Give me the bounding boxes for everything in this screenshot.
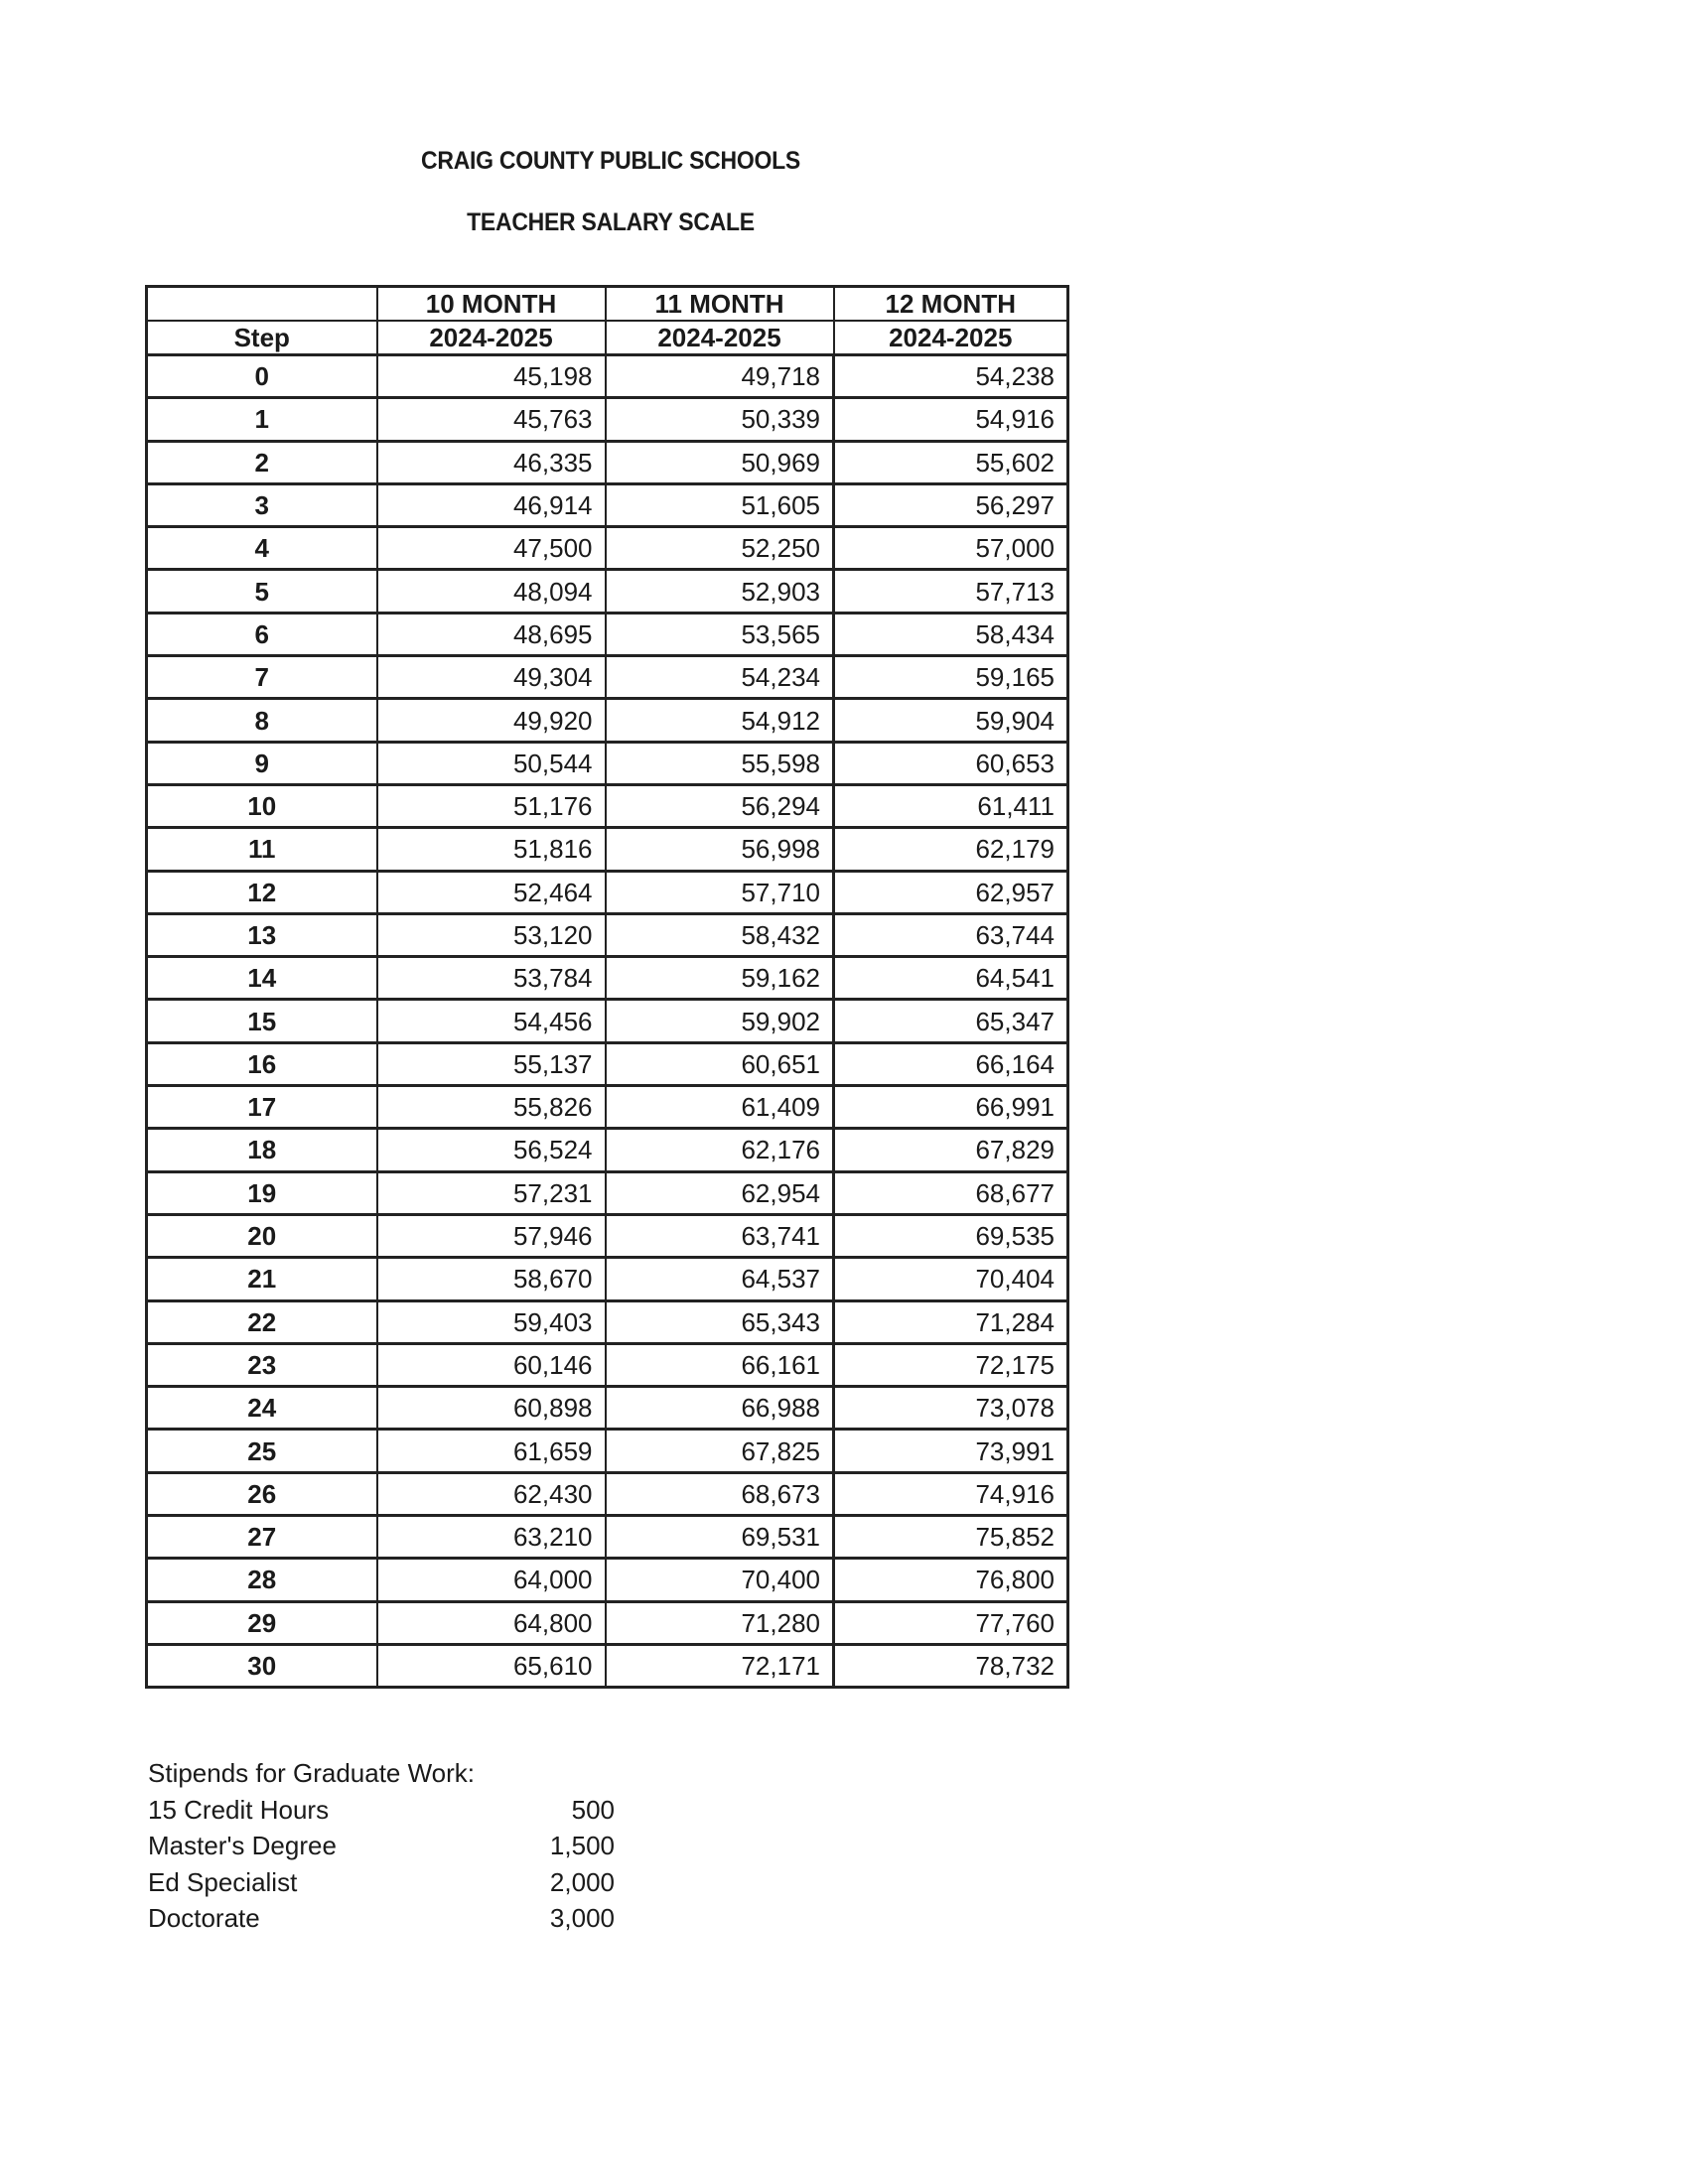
step-cell: 2 xyxy=(147,441,377,483)
salary-11-month-cell: 62,176 xyxy=(606,1129,834,1171)
salary-11-month-cell: 52,250 xyxy=(606,527,834,570)
salary-10-month-cell: 57,946 xyxy=(377,1214,606,1257)
salary-12-month-cell: 61,411 xyxy=(834,784,1068,827)
salary-12-month-cell: 74,916 xyxy=(834,1472,1068,1515)
step-cell: 5 xyxy=(147,570,377,613)
step-cell: 6 xyxy=(147,613,377,655)
header-11-month: 11 MONTH xyxy=(606,287,834,322)
table-row xyxy=(147,1129,1068,1171)
stipend-amount: 500 xyxy=(571,1794,615,1825)
salary-scale-table xyxy=(145,285,1069,1689)
step-cell: 23 xyxy=(147,1343,377,1386)
salary-12-month-cell: 70,404 xyxy=(834,1258,1068,1300)
salary-12-month-cell: 68,677 xyxy=(834,1171,1068,1214)
salary-11-month-cell: 62,954 xyxy=(606,1171,834,1214)
salary-10-month-cell: 45,198 xyxy=(377,355,606,398)
stipend-amount: 2,000 xyxy=(549,1866,615,1897)
salary-12-month-cell: 78,732 xyxy=(834,1644,1068,1687)
table-row xyxy=(147,1644,1068,1687)
salary-12-month-cell: 64,541 xyxy=(834,957,1068,1000)
table-row xyxy=(147,1516,1068,1559)
salary-12-month-cell: 62,179 xyxy=(834,828,1068,871)
salary-10-month-cell: 51,176 xyxy=(377,784,606,827)
salary-12-month-cell: 77,760 xyxy=(834,1601,1068,1644)
salary-11-month-cell: 49,718 xyxy=(606,355,834,398)
salary-10-month-cell: 64,800 xyxy=(377,1601,606,1644)
step-cell: 17 xyxy=(147,1086,377,1129)
step-cell: 15 xyxy=(147,1000,377,1042)
step-cell: 3 xyxy=(147,483,377,526)
step-cell: 24 xyxy=(147,1387,377,1430)
table-row xyxy=(147,527,1068,570)
table-row xyxy=(147,1472,1068,1515)
table-row xyxy=(147,1300,1068,1343)
header-row-years xyxy=(147,321,1068,355)
salary-11-month-cell: 60,651 xyxy=(606,1042,834,1085)
table-row xyxy=(147,828,1068,871)
step-cell: 11 xyxy=(147,828,377,871)
salary-11-month-cell: 52,903 xyxy=(606,570,834,613)
salary-11-month-cell: 56,294 xyxy=(606,784,834,827)
salary-11-month-cell: 71,280 xyxy=(606,1601,834,1644)
salary-10-month-cell: 47,500 xyxy=(377,527,606,570)
header-step: Step xyxy=(147,321,377,355)
table-row xyxy=(147,1343,1068,1386)
salary-10-month-cell: 54,456 xyxy=(377,1000,606,1042)
table-row xyxy=(147,1042,1068,1085)
table-row xyxy=(147,355,1068,398)
header-12-month: 12 MONTH xyxy=(834,287,1068,322)
table-row xyxy=(147,699,1068,742)
header-year-10-month: 2024-2025 xyxy=(377,321,606,355)
table-row xyxy=(147,570,1068,613)
page-title: TEACHER SALARY SCALE xyxy=(467,208,755,236)
table-row xyxy=(147,441,1068,483)
step-cell: 25 xyxy=(147,1430,377,1472)
salary-12-month-cell: 63,744 xyxy=(834,913,1068,956)
salary-11-month-cell: 59,902 xyxy=(606,1000,834,1042)
table-row xyxy=(147,613,1068,655)
table-row xyxy=(147,1387,1068,1430)
salary-12-month-cell: 57,000 xyxy=(834,527,1068,570)
step-cell: 30 xyxy=(147,1644,377,1687)
salary-10-month-cell: 48,094 xyxy=(377,570,606,613)
salary-12-month-cell: 72,175 xyxy=(834,1343,1068,1386)
salary-11-month-cell: 66,988 xyxy=(606,1387,834,1430)
salary-11-month-cell: 64,537 xyxy=(606,1258,834,1300)
salary-10-month-cell: 49,920 xyxy=(377,699,606,742)
table-row xyxy=(147,1171,1068,1214)
stipends-list xyxy=(148,1792,615,1937)
salary-12-month-cell: 75,852 xyxy=(834,1516,1068,1559)
stipend-row xyxy=(148,1792,615,1829)
salary-10-month-cell: 50,544 xyxy=(377,742,606,784)
table-row xyxy=(147,784,1068,827)
step-cell: 1 xyxy=(147,398,377,441)
salary-12-month-cell: 55,602 xyxy=(834,441,1068,483)
salary-10-month-cell: 60,898 xyxy=(377,1387,606,1430)
table-row xyxy=(147,398,1068,441)
salary-11-month-cell: 51,605 xyxy=(606,483,834,526)
salary-11-month-cell: 54,912 xyxy=(606,699,834,742)
stipend-amount: 1,500 xyxy=(549,1831,615,1860)
stipend-amount: 3,000 xyxy=(549,1903,615,1933)
table-row xyxy=(147,1601,1068,1644)
step-cell: 16 xyxy=(147,1042,377,1085)
salary-12-month-cell: 56,297 xyxy=(834,483,1068,526)
salary-12-month-cell: 65,347 xyxy=(834,1000,1068,1042)
salary-10-month-cell: 61,659 xyxy=(377,1430,606,1472)
salary-11-month-cell: 56,998 xyxy=(606,828,834,871)
salary-12-month-cell: 66,991 xyxy=(834,1086,1068,1129)
salary-12-month-cell: 73,078 xyxy=(834,1387,1068,1430)
table-row xyxy=(147,871,1068,913)
salary-12-month-cell: 54,238 xyxy=(834,355,1068,398)
salary-12-month-cell: 67,829 xyxy=(834,1129,1068,1171)
salary-10-month-cell: 53,120 xyxy=(377,913,606,956)
table-row xyxy=(147,913,1068,956)
salary-12-month-cell: 58,434 xyxy=(834,613,1068,655)
stipend-label: Ed Specialist xyxy=(148,1866,298,1897)
salary-11-month-cell: 57,710 xyxy=(606,871,834,913)
salary-10-month-cell: 46,335 xyxy=(377,441,606,483)
salary-12-month-cell: 59,165 xyxy=(834,656,1068,699)
stipends-section xyxy=(148,1755,615,1937)
header-year-11-month: 2024-2025 xyxy=(606,321,834,355)
salary-10-month-cell: 51,816 xyxy=(377,828,606,871)
step-cell: 22 xyxy=(147,1300,377,1343)
salary-10-month-cell: 48,695 xyxy=(377,613,606,655)
step-cell: 26 xyxy=(147,1472,377,1515)
salary-12-month-cell: 73,991 xyxy=(834,1430,1068,1472)
salary-10-month-cell: 64,000 xyxy=(377,1559,606,1601)
salary-11-month-cell: 61,409 xyxy=(606,1086,834,1129)
stipend-label: Master's Degree xyxy=(148,1831,337,1860)
salary-12-month-cell: 62,957 xyxy=(834,871,1068,913)
salary-11-month-cell: 50,339 xyxy=(606,398,834,441)
header-year-12-month: 2024-2025 xyxy=(834,321,1068,355)
stipend-label: Doctorate xyxy=(148,1903,260,1933)
salary-10-month-cell: 45,763 xyxy=(377,398,606,441)
table-row xyxy=(147,483,1068,526)
table-row xyxy=(147,1214,1068,1257)
salary-10-month-cell: 63,210 xyxy=(377,1516,606,1559)
salary-table-body xyxy=(147,355,1068,1688)
salary-11-month-cell: 53,565 xyxy=(606,613,834,655)
header-cell-blank xyxy=(147,287,377,322)
step-cell: 29 xyxy=(147,1601,377,1644)
salary-10-month-cell: 52,464 xyxy=(377,871,606,913)
salary-11-month-cell: 59,162 xyxy=(606,957,834,1000)
stipend-row xyxy=(148,1864,615,1901)
step-cell: 18 xyxy=(147,1129,377,1171)
salary-10-month-cell: 62,430 xyxy=(377,1472,606,1515)
salary-10-month-cell: 56,524 xyxy=(377,1129,606,1171)
salary-10-month-cell: 55,826 xyxy=(377,1086,606,1129)
step-cell: 20 xyxy=(147,1214,377,1257)
salary-12-month-cell: 71,284 xyxy=(834,1300,1068,1343)
salary-11-month-cell: 58,432 xyxy=(606,913,834,956)
step-cell: 0 xyxy=(147,355,377,398)
salary-12-month-cell: 76,800 xyxy=(834,1559,1068,1601)
salary-11-month-cell: 55,598 xyxy=(606,742,834,784)
salary-12-month-cell: 57,713 xyxy=(834,570,1068,613)
salary-10-month-cell: 46,914 xyxy=(377,483,606,526)
salary-12-month-cell: 54,916 xyxy=(834,398,1068,441)
salary-12-month-cell: 60,653 xyxy=(834,742,1068,784)
salary-11-month-cell: 68,673 xyxy=(606,1472,834,1515)
step-cell: 19 xyxy=(147,1171,377,1214)
salary-10-month-cell: 60,146 xyxy=(377,1343,606,1386)
table-row xyxy=(147,1258,1068,1300)
salary-12-month-cell: 66,164 xyxy=(834,1042,1068,1085)
stipend-row xyxy=(148,1828,615,1864)
step-cell: 21 xyxy=(147,1258,377,1300)
salary-11-month-cell: 54,234 xyxy=(606,656,834,699)
step-cell: 14 xyxy=(147,957,377,1000)
step-cell: 27 xyxy=(147,1516,377,1559)
salary-10-month-cell: 65,610 xyxy=(377,1644,606,1687)
step-cell: 7 xyxy=(147,656,377,699)
salary-11-month-cell: 72,171 xyxy=(606,1644,834,1687)
salary-12-month-cell: 59,904 xyxy=(834,699,1068,742)
district-title: CRAIG COUNTY PUBLIC SCHOOLS xyxy=(421,147,800,175)
salary-10-month-cell: 55,137 xyxy=(377,1042,606,1085)
salary-10-month-cell: 58,670 xyxy=(377,1258,606,1300)
header-10-month: 10 MONTH xyxy=(377,287,606,322)
stipends-heading: Stipends for Graduate Work: xyxy=(148,1758,476,1788)
salary-11-month-cell: 66,161 xyxy=(606,1343,834,1386)
stipend-row xyxy=(148,1900,615,1937)
salary-10-month-cell: 53,784 xyxy=(377,957,606,1000)
stipend-label: 15 Credit Hours xyxy=(148,1794,330,1825)
step-cell: 12 xyxy=(147,871,377,913)
step-cell: 4 xyxy=(147,527,377,570)
salary-11-month-cell: 65,343 xyxy=(606,1300,834,1343)
step-cell: 10 xyxy=(147,784,377,827)
salary-11-month-cell: 67,825 xyxy=(606,1430,834,1472)
salary-11-month-cell: 63,741 xyxy=(606,1214,834,1257)
step-cell: 8 xyxy=(147,699,377,742)
salary-11-month-cell: 50,969 xyxy=(606,441,834,483)
step-cell: 13 xyxy=(147,913,377,956)
salary-12-month-cell: 69,535 xyxy=(834,1214,1068,1257)
salary-10-month-cell: 59,403 xyxy=(377,1300,606,1343)
table-row xyxy=(147,1086,1068,1129)
salary-10-month-cell: 57,231 xyxy=(377,1171,606,1214)
step-cell: 9 xyxy=(147,742,377,784)
table-row xyxy=(147,656,1068,699)
salary-11-month-cell: 69,531 xyxy=(606,1516,834,1559)
table-row xyxy=(147,1559,1068,1601)
step-cell: 28 xyxy=(147,1559,377,1601)
salary-11-month-cell: 70,400 xyxy=(606,1559,834,1601)
table-row xyxy=(147,1430,1068,1472)
table-row xyxy=(147,957,1068,1000)
salary-10-month-cell: 49,304 xyxy=(377,656,606,699)
header-row-months xyxy=(147,287,1068,322)
table-row xyxy=(147,742,1068,784)
table-row xyxy=(147,1000,1068,1042)
